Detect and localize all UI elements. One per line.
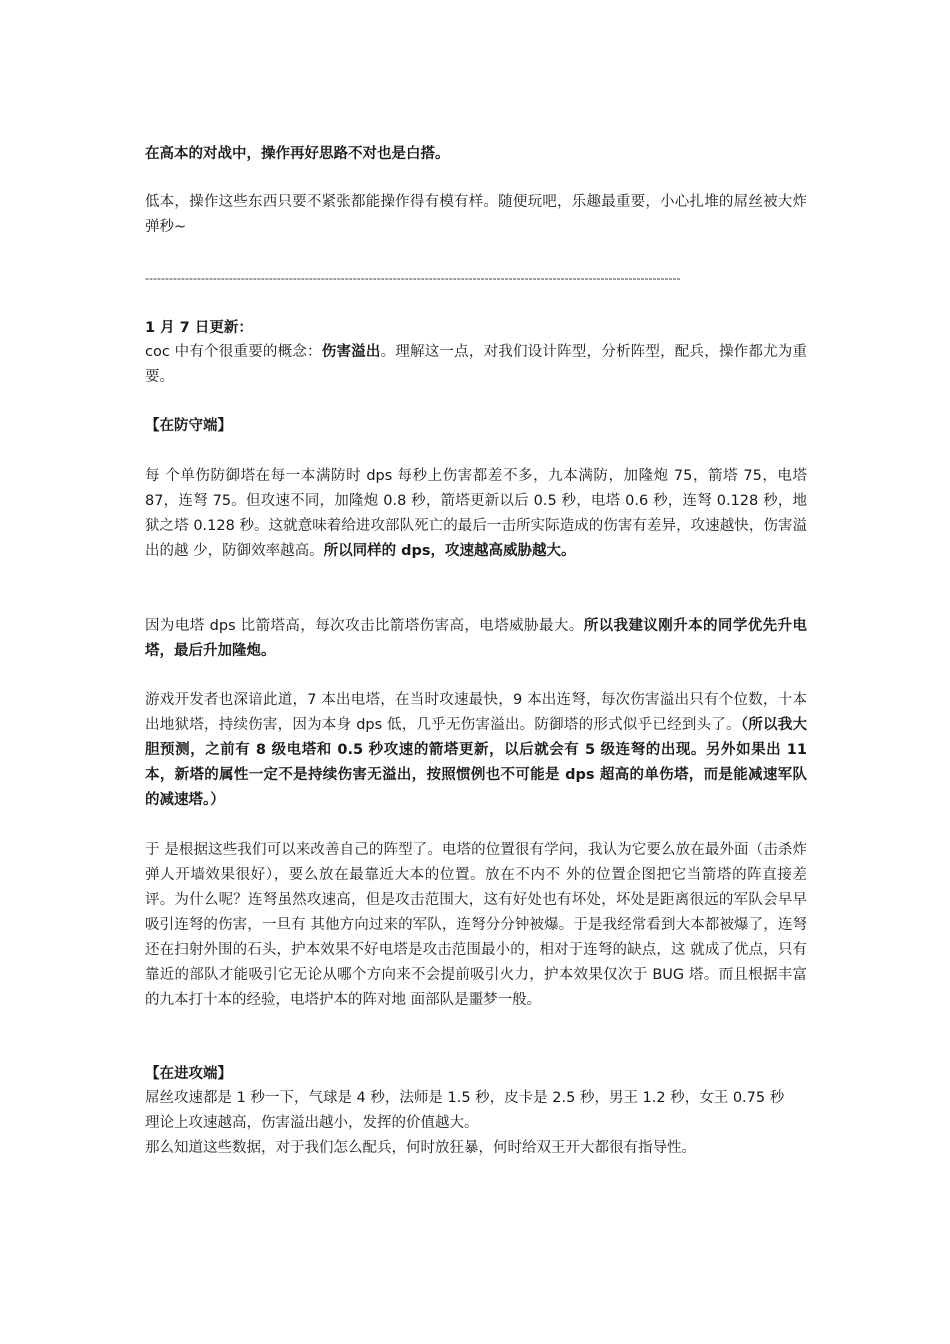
defense-p3-text: 游戏开发者也深谙此道，7 本出电塔，在当时攻速最快，9 本出连弩，每次伤害溢出只有个位数，十本出地狱塔，持续伤害，因为本身 dps 低，几乎无伤害溢出。防御塔的形式似乎已经到头了。 <box>145 692 807 733</box>
defense-heading: 【在防守端】 <box>145 418 232 434</box>
defense-paragraph-1 <box>145 464 807 564</box>
defense-paragraph-3 <box>145 688 807 813</box>
defense-paragraph-2 <box>145 614 807 664</box>
defense-p1-bold: 所以同样的 dps，攻速越高威胁越大。 <box>323 543 576 559</box>
update-title: 1 月 7 日更新： <box>145 320 253 336</box>
section-divider: -------------------------------------------------------------------------------------------------------------------------------------- <box>145 271 681 285</box>
defense-p1-text: 每 个单伤防御塔在每一本满防时 dps 每秒上伤害都差不多，九本满防，加隆炮 75，箭塔 75，电塔 87，连弩 75。但攻速不同，加隆炮 0.8 秒，箭塔更新以后 0.5 秒，电塔 0.6 秒，连弩 0.128 秒，地狱之塔 0.128 秒。这就意味着给进攻部队死亡的最后一击所实际造成的伤害有差异，攻速越快，伤害溢出的越 少，防御效率越高。 <box>145 468 807 559</box>
defense-p3-bold: （所以我大胆预测，之前有 8 级电塔和 0.5 秒攻速的箭塔更新，以后就会有 5 级连弩的出现。另外如果出 11 本，新塔的属性一定不是持续伤害无溢出，按照惯例也不可能是 dps 超高的单伤塔，而是能减速军队的减速塔。） <box>145 717 807 808</box>
defense-p2-text: 因为电塔 dps 比箭塔高，每次攻击比箭塔伤害高，电塔威胁最大。 <box>145 618 584 634</box>
concept-pre: coc 中有个很重要的概念： <box>145 344 322 360</box>
defense-paragraph-4: 于 是根据这些我们可以来改善自己的阵型了。电塔的位置很有学问，我认为它要么放在最外面（击杀炸弹人开墙效果很好），要么放在最靠近大本的位置。放在不内不 外的位置企图把它当箭塔的阵直接差评。为什么呢？连弩虽然攻速高，但是攻击范围大，这有好处也有坏处，坏处是距离很远的军队会早早吸引连弩的伤害，一旦有 其他方向过来的军队，连弩分分钟被爆。于是我经常看到大本都被爆了，连弩还在扫射外围的石头，护本效果不好电塔是攻击范围最小的，相对于连弩的缺点，这 就成了优点，只有靠近的部队才能吸引它无论从哪个方向来不会提前吸引火力，护本效果仅次于 BUG 塔。而且根据丰富的九本打十本的经验，电塔护本的阵对地 面部队是噩梦一般。 <box>145 842 807 1008</box>
offense-line-1: 屌丝攻速都是 1 秒一下，气球是 4 秒，法师是 1.5 秒，皮卡是 2.5 秒，男王 1.2 秒，女王 0.75 秒 <box>145 1090 785 1106</box>
offense-section <box>145 1086 807 1161</box>
offense-heading: 【在进攻端】 <box>145 1066 232 1082</box>
offense-line-3: 那么知道这些数据，对于我们怎么配兵，何时放狂暴，何时给双王开大都很有指导性。 <box>145 1140 696 1156</box>
intro-headline: 在高本的对战中，操作再好思路不对也是白搭。 <box>145 146 450 162</box>
concept-post: 。理解这一点，对我们设计阵型，分析阵型，配兵，操作都尤为重要。 <box>145 344 807 385</box>
offense-line-2: 理论上攻速越高，伤害溢出越小，发挥的价值越大。 <box>145 1115 479 1131</box>
concept-paragraph <box>145 340 807 390</box>
defense-p2-bold: 所以我建议刚升本的同学优先升电塔，最后升加隆炮。 <box>145 618 808 659</box>
intro-low-level: 低本，操作这些东西只要不紧张都能操作得有模有样。随便玩吧，乐趣最重要，小心扎堆的屌丝被大炸弹秒~ <box>145 194 807 235</box>
concept-bold: 伤害溢出 <box>321 344 381 360</box>
